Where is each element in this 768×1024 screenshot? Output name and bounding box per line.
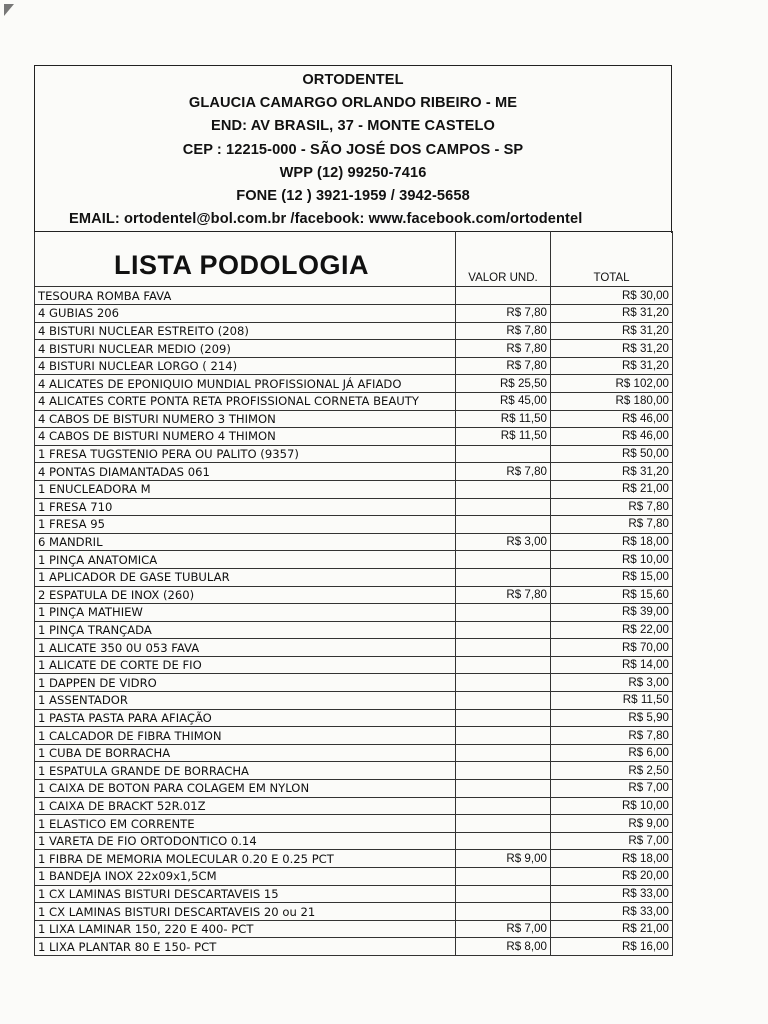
item-description: 4 CABOS DE BISTURI NUMERO 3 THIMON <box>35 410 456 428</box>
item-description: 4 BISTURI NUCLEAR MEDIO (209) <box>35 340 456 358</box>
item-description: 2 ESPATULA DE INOX (260) <box>35 586 456 604</box>
item-description: 1 ESPATULA GRANDE DE BORRACHA <box>35 762 456 780</box>
item-description: 1 FRESA 95 <box>35 516 456 534</box>
table-row <box>35 674 673 692</box>
item-total: R$ 22,00 <box>551 621 673 639</box>
scan-corner-mark <box>4 4 14 16</box>
item-description: 1 ALICATE DE CORTE DE FIO <box>35 656 456 674</box>
item-description: 1 CALCADOR DE FIBRA THIMON <box>35 727 456 745</box>
item-total: R$ 70,00 <box>551 639 673 657</box>
item-description: 1 FRESA 710 <box>35 498 456 516</box>
item-unit-price: R$ 3,00 <box>456 533 551 551</box>
item-total: R$ 50,00 <box>551 445 673 463</box>
item-unit-price: R$ 9,00 <box>456 850 551 868</box>
table-row <box>35 392 673 410</box>
item-total: R$ 18,00 <box>551 850 673 868</box>
item-unit-price <box>456 568 551 586</box>
item-unit-price: R$ 25,50 <box>456 375 551 393</box>
table-row <box>35 744 673 762</box>
item-description: 1 FRESA TUGSTENIO PERA OU PALITO (9357) <box>35 445 456 463</box>
item-total: R$ 6,00 <box>551 744 673 762</box>
item-unit-price <box>456 639 551 657</box>
item-description: 4 CABOS DE BISTURI NUMERO 4 THIMON <box>35 428 456 446</box>
table-row <box>35 797 673 815</box>
item-unit-price <box>456 692 551 710</box>
item-description: 1 FIBRA DE MEMORIA MOLECULAR 0.20 E 0.25 PCT <box>35 850 456 868</box>
item-unit-price <box>456 709 551 727</box>
item-description: 4 ALICATES DE EPONIQUIO MUNDIAL PROFISSIONAL JÁ AFIADO <box>35 375 456 393</box>
item-unit-price: R$ 7,80 <box>456 340 551 358</box>
item-unit-price: R$ 11,50 <box>456 410 551 428</box>
item-description: 1 CX LAMINAS BISTURI DESCARTAVEIS 15 <box>35 885 456 903</box>
table-row <box>35 938 673 956</box>
item-unit-price: R$ 7,80 <box>456 463 551 481</box>
item-total: R$ 7,00 <box>551 780 673 798</box>
item-total: R$ 14,00 <box>551 656 673 674</box>
item-description: 1 ELASTICO EM CORRENTE <box>35 815 456 833</box>
item-total: R$ 16,00 <box>551 938 673 956</box>
item-total: R$ 9,00 <box>551 815 673 833</box>
table-row <box>35 903 673 921</box>
company-header <box>34 65 672 233</box>
item-unit-price <box>456 498 551 516</box>
item-description: 1 PINÇA ANATOMICA <box>35 551 456 569</box>
item-description: 1 BANDEJA INOX 22x09x1,5CM <box>35 868 456 886</box>
address: END: AV BRASIL, 37 - MONTE CASTELO <box>211 118 495 135</box>
item-total: R$ 15,60 <box>551 586 673 604</box>
table-row <box>35 815 673 833</box>
item-unit-price <box>456 832 551 850</box>
item-total: R$ 30,00 <box>551 287 673 305</box>
table-row <box>35 692 673 710</box>
item-description: TESOURA ROMBA FAVA <box>35 287 456 305</box>
item-total: R$ 21,00 <box>551 920 673 938</box>
item-description: 1 CAIXA DE BRACKT 52R.01Z <box>35 797 456 815</box>
table-row <box>35 322 673 340</box>
item-total: R$ 31,20 <box>551 322 673 340</box>
item-description: 6 MANDRIL <box>35 533 456 551</box>
item-total: R$ 21,00 <box>551 480 673 498</box>
table-row <box>35 586 673 604</box>
item-total: R$ 46,00 <box>551 428 673 446</box>
item-unit-price <box>456 744 551 762</box>
item-description: 1 PINÇA MATHIEW <box>35 604 456 622</box>
item-total: R$ 7,80 <box>551 516 673 534</box>
item-total: R$ 7,00 <box>551 832 673 850</box>
item-unit-price <box>456 815 551 833</box>
item-unit-price: R$ 8,00 <box>456 938 551 956</box>
table-row <box>35 516 673 534</box>
item-unit-price: R$ 7,80 <box>456 586 551 604</box>
item-description: 1 DAPPEN DE VIDRO <box>35 674 456 692</box>
table-row <box>35 445 673 463</box>
items-table <box>34 231 673 956</box>
item-total: R$ 46,00 <box>551 410 673 428</box>
item-unit-price: R$ 7,80 <box>456 305 551 323</box>
company-name: ORTODENTEL <box>302 72 404 88</box>
item-total: R$ 7,80 <box>551 498 673 516</box>
item-description: 4 PONTAS DIAMANTADAS 061 <box>35 463 456 481</box>
item-description: 1 PASTA PASTA PARA AFIAÇÃO <box>35 709 456 727</box>
item-total: R$ 31,20 <box>551 463 673 481</box>
item-unit-price <box>456 621 551 639</box>
item-description: 4 ALICATES CORTE PONTA RETA PROFISSIONAL CORNETA BEAUTY <box>35 392 456 410</box>
item-total: R$ 39,00 <box>551 604 673 622</box>
item-description: 1 LIXA LAMINAR 150, 220 E 400- PCT <box>35 920 456 938</box>
item-unit-price <box>456 604 551 622</box>
item-description: 1 LIXA PLANTAR 80 E 150- PCT <box>35 938 456 956</box>
item-unit-price <box>456 656 551 674</box>
table-row <box>35 498 673 516</box>
table-row <box>35 656 673 674</box>
item-total: R$ 10,00 <box>551 797 673 815</box>
item-description: 4 BISTURI NUCLEAR ESTREITO (208) <box>35 322 456 340</box>
item-unit-price <box>456 727 551 745</box>
table-row <box>35 428 673 446</box>
item-total: R$ 102,00 <box>551 375 673 393</box>
table-row <box>35 568 673 586</box>
table-row <box>35 357 673 375</box>
item-unit-price: R$ 11,50 <box>456 428 551 446</box>
item-description: 1 APLICADOR DE GASE TUBULAR <box>35 568 456 586</box>
table-row <box>35 920 673 938</box>
table-row <box>35 305 673 323</box>
item-total: R$ 15,00 <box>551 568 673 586</box>
item-total: R$ 31,20 <box>551 357 673 375</box>
item-total: R$ 18,00 <box>551 533 673 551</box>
item-total: R$ 31,20 <box>551 340 673 358</box>
table-row <box>35 780 673 798</box>
item-total: R$ 20,00 <box>551 868 673 886</box>
unit-price-header-cell <box>456 232 551 287</box>
table-row <box>35 287 673 305</box>
item-description: 1 ENUCLEADORA M <box>35 480 456 498</box>
item-description: 4 BISTURI NUCLEAR LORGO ( 214) <box>35 357 456 375</box>
list-title: LISTA PODOLOGIA <box>114 250 369 281</box>
item-total: R$ 10,00 <box>551 551 673 569</box>
item-unit-price: R$ 7,80 <box>456 322 551 340</box>
table-row <box>35 533 673 551</box>
item-total: R$ 5,90 <box>551 709 673 727</box>
table-row <box>35 604 673 622</box>
item-total: R$ 33,00 <box>551 885 673 903</box>
item-unit-price <box>456 516 551 534</box>
table-row <box>35 551 673 569</box>
item-description: 1 CUBA DE BORRACHA <box>35 744 456 762</box>
owner-name: GLAUCIA CAMARGO ORLANDO RIBEIRO - ME <box>188 95 518 112</box>
item-unit-price: R$ 7,00 <box>456 920 551 938</box>
total-header: TOTAL <box>593 272 630 285</box>
item-total: R$ 7,80 <box>551 727 673 745</box>
item-description: 1 CX LAMINAS BISTURI DESCARTAVEIS 20 ou 21 <box>35 903 456 921</box>
item-total: R$ 2,50 <box>551 762 673 780</box>
item-description: 1 PINÇA TRANÇADA <box>35 621 456 639</box>
table-row <box>35 340 673 358</box>
table-header-row <box>35 232 673 287</box>
item-unit-price <box>456 480 551 498</box>
item-total: R$ 33,00 <box>551 903 673 921</box>
email-facebook: EMAIL: ortodentel@bol.com.br /facebook: www.facebook.com/ortodentel <box>69 211 583 228</box>
table-row <box>35 639 673 657</box>
table-row <box>35 832 673 850</box>
item-unit-price <box>456 780 551 798</box>
item-unit-price <box>456 551 551 569</box>
list-title-cell <box>35 232 456 287</box>
item-description: 1 VARETA DE FIO ORTODONTICO 0.14 <box>35 832 456 850</box>
item-unit-price <box>456 797 551 815</box>
price-list-document <box>34 65 672 956</box>
table-row <box>35 727 673 745</box>
table-row <box>35 621 673 639</box>
item-total: R$ 3,00 <box>551 674 673 692</box>
item-total: R$ 11,50 <box>551 692 673 710</box>
item-unit-price <box>456 445 551 463</box>
item-unit-price: R$ 7,80 <box>456 357 551 375</box>
table-row <box>35 868 673 886</box>
item-unit-price: R$ 45,00 <box>456 392 551 410</box>
item-total: R$ 180,00 <box>551 392 673 410</box>
unit-price-header: VALOR UND. <box>468 272 538 285</box>
whatsapp-number: WPP (12) 99250-7416 <box>279 164 427 181</box>
item-description: 1 ALICATE 350 0U 053 FAVA <box>35 639 456 657</box>
table-row <box>35 762 673 780</box>
item-description: 1 ASSENTADOR <box>35 692 456 710</box>
item-unit-price <box>456 885 551 903</box>
table-row <box>35 410 673 428</box>
postal-code-city: CEP : 12215-000 - SÃO JOSÉ DOS CAMPOS - SP <box>182 141 524 158</box>
table-row <box>35 850 673 868</box>
item-unit-price <box>456 868 551 886</box>
item-description: 4 GUBIAS 206 <box>35 305 456 323</box>
item-total: R$ 31,20 <box>551 305 673 323</box>
table-row <box>35 480 673 498</box>
item-unit-price <box>456 903 551 921</box>
phone-numbers: FONE (12 ) 3921-1959 / 3942-5658 <box>236 188 470 205</box>
table-row <box>35 709 673 727</box>
item-unit-price <box>456 762 551 780</box>
item-unit-price <box>456 674 551 692</box>
item-description: 1 CAIXA DE BOTON PARA COLAGEM EM NYLON <box>35 780 456 798</box>
table-row <box>35 463 673 481</box>
item-unit-price <box>456 287 551 305</box>
total-header-cell <box>551 232 673 287</box>
table-row <box>35 375 673 393</box>
table-row <box>35 885 673 903</box>
